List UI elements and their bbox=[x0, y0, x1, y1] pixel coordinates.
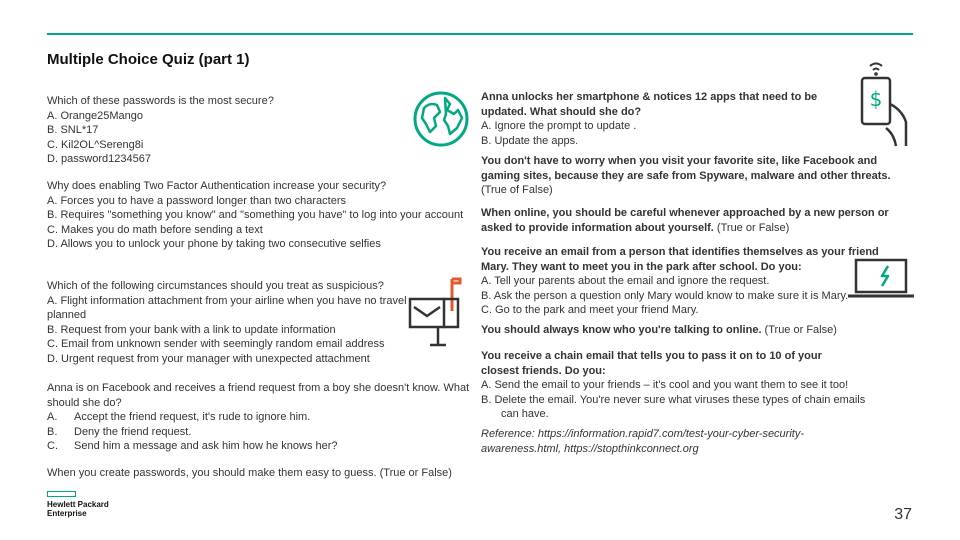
globe-icon bbox=[410, 88, 472, 155]
question-block-3 bbox=[47, 279, 447, 367]
question-text: When you create passwords, you should make them easy to guess. bbox=[47, 467, 377, 479]
page-title: Multiple Choice Quiz (part 1) bbox=[47, 51, 250, 68]
true-false-question bbox=[47, 466, 472, 481]
page-number: 37 bbox=[894, 506, 912, 523]
question-block-6 bbox=[481, 90, 856, 148]
answer-option: C. Makes you do math before sending a text bbox=[47, 223, 263, 236]
question-block-8 bbox=[481, 206, 891, 235]
question-block-5 bbox=[47, 466, 472, 481]
answer-option: A. Ignore the prompt to update . bbox=[481, 120, 637, 133]
logo-line-2: Enterprise bbox=[47, 508, 87, 518]
laptop-icon bbox=[846, 256, 914, 307]
answer-option: C. Email from unknown sender with seemingly random email address bbox=[47, 338, 385, 351]
answer-option: B. Requires "something you know" and "something you have" to log into your account bbox=[47, 209, 464, 222]
question-block-1 bbox=[47, 94, 274, 167]
answer-option: C. Go to the park and meet your friend Mary. bbox=[481, 304, 699, 317]
question-text: Which of the following circumstances should you treat as suspicious? bbox=[47, 280, 384, 292]
answer-option: B. SNL*17 bbox=[47, 124, 99, 137]
option-letter: C. bbox=[47, 440, 58, 453]
question-text: You should always know who you're talking to online. bbox=[481, 324, 762, 336]
answer-option: A. Flight information attachment from your airline when you have no travel planned bbox=[47, 294, 407, 322]
question-text: Anna unlocks her smartphone & notices 12 apps that need to be updated. What should she do? bbox=[481, 91, 818, 118]
question-block-7 bbox=[481, 154, 891, 198]
logo-mark bbox=[47, 491, 76, 497]
question-block-2 bbox=[47, 179, 467, 252]
true-false-question bbox=[481, 323, 901, 338]
true-false-suffix: (True or False) bbox=[713, 221, 790, 234]
question-text: You receive an email from a person that identifies themselves as your friend Mary. They want to meet you in the park after school. Do you: bbox=[481, 246, 879, 273]
answer-option: C. Kil2OL^Sereng8i bbox=[47, 138, 144, 151]
answer-option: B. Request from your bank with a link to update information bbox=[47, 323, 336, 336]
question-block-10 bbox=[481, 323, 901, 338]
answer-option: D. Allows you to unlock your phone by taking two consecutive selfies bbox=[47, 238, 381, 251]
question-block-9 bbox=[481, 245, 881, 318]
question-text: Why does enabling Two Factor Authentication increase your security? bbox=[47, 180, 387, 192]
answer-option bbox=[47, 410, 477, 425]
company-logo bbox=[47, 491, 109, 518]
true-false-suffix: (True or False) bbox=[761, 324, 837, 336]
true-false-question bbox=[481, 206, 891, 235]
answer-option: A. Orange25Mango bbox=[47, 109, 144, 122]
answer-option bbox=[47, 439, 477, 454]
question-block-11 bbox=[481, 349, 891, 422]
question-block-4 bbox=[47, 381, 477, 454]
answer-option: D. Urgent request from your manager with unexpected attachment bbox=[47, 352, 370, 365]
option-letter: A. bbox=[47, 411, 58, 424]
answer-option: B. Ask the person a question only Mary would know to make sure it is Mary. bbox=[481, 289, 849, 302]
mailbox-icon bbox=[408, 275, 470, 352]
true-false-suffix: (True of False) bbox=[481, 184, 553, 197]
reference-note bbox=[481, 427, 861, 456]
answer-option: B. Delete the email. You're never sure what viruses these types of chain emails can have. bbox=[481, 393, 866, 421]
logo-line-1: Hewlett Packard bbox=[47, 500, 109, 509]
true-false-suffix: (True or False) bbox=[376, 467, 452, 479]
option-letter: B. bbox=[47, 425, 58, 438]
option-text: Send him a message and ask him how he knows her? bbox=[74, 440, 338, 453]
question-text: Which of these passwords is the most secure? bbox=[47, 95, 274, 107]
true-false-question bbox=[481, 154, 891, 198]
logo-wordmark bbox=[47, 501, 109, 518]
question-text: You receive a chain email that tells you to pass it on to 10 of your closest friends. Do you: bbox=[481, 350, 822, 377]
option-text: Accept the friend request, it's rude to ignore him. bbox=[74, 411, 311, 424]
phone-dollar-icon bbox=[856, 58, 916, 155]
reference-text: Reference: https://information.rapid7.com/test-your-cyber-security-awareness.html, https://stopthinkconnect.org bbox=[481, 428, 805, 455]
answer-option: A. Send the email to your friends – it's cool and you want them to see it too! bbox=[481, 379, 849, 392]
question-text: When online, you should be careful whenever approached by a new person or asked to provide information about yourself. bbox=[481, 207, 889, 234]
question-text: You don't have to worry when you visit your favorite site, like Facebook and gaming sites, because they are safe from Spyware, malware and other threats. bbox=[481, 155, 891, 182]
option-text: Deny the friend request. bbox=[74, 425, 192, 438]
top-accent-rule bbox=[47, 33, 913, 35]
answer-option: A. Tell your parents about the email and ignore the request. bbox=[481, 275, 770, 288]
question-text: Anna is on Facebook and receives a friend request from a boy she doesn't know. What should she do? bbox=[47, 382, 470, 409]
answer-option: D. password1234567 bbox=[47, 153, 151, 166]
answer-option bbox=[47, 425, 477, 440]
svg-text:$: $ bbox=[869, 87, 883, 111]
answer-option: A. Forces you to have a password longer than two characters bbox=[47, 194, 346, 207]
answer-option: B. Update the apps. bbox=[481, 134, 579, 147]
